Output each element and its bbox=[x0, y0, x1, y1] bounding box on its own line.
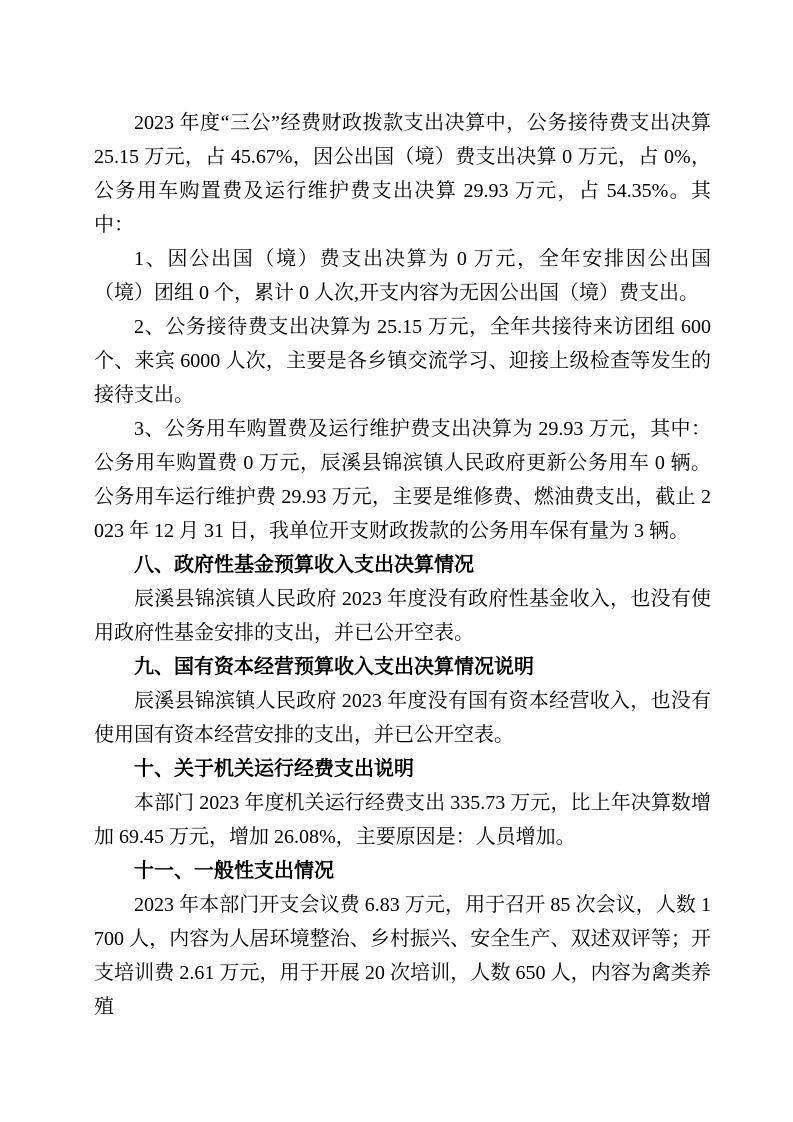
section-heading: 八、政府性基金预算收入支出决算情况 bbox=[134, 554, 474, 576]
section-heading: 十、关于机关运行经费支出说明 bbox=[134, 758, 414, 780]
body-paragraph: 2023 年度“三公”经费财政拨款支出决算中，公务接待费支出决算 25.15 万元，占 45.67%，因公出国（境）费支出决算 0 万元，占 0%，公务用车购置费及运行维护费支出决算 29.93 万元，占 54.35%。其中： bbox=[94, 112, 711, 236]
body-paragraph: 2、公务接待费支出决算为 25.15 万元，全年共接待来访团组 600 个、来宾 6000 人次，主要是各乡镇交流学习、迎接上级检查等发生的接待支出。 bbox=[94, 316, 711, 406]
section-heading: 九、国有资本经营预算收入支出决算情况说明 bbox=[134, 656, 534, 678]
body-paragraph: 1、因公出国（境）费支出决算为 0 万元，全年安排因公出国（境）团组 0 个，累计 0 人次,开支内容为无因公出国（境）费支出。 bbox=[94, 248, 711, 304]
body-paragraph: 2023 年本部门开支会议费 6.83 万元，用于召开 85 次会议，人数 1700 人，内容为人居环境整治、乡村振兴、安全生产、双述双评等；开支培训费 2.61 万元，用于开展 20 次培训，人数 650 人，内容为禽类养殖 bbox=[94, 894, 711, 1018]
document-content bbox=[94, 106, 711, 1024]
body-paragraph: 辰溪县锦滨镇人民政府 2023 年度没有国有资本经营收入，也没有使用国有资本经营安排的支出，并已公开空表。 bbox=[94, 690, 711, 746]
section-heading: 十一、一般性支出情况 bbox=[134, 860, 334, 882]
body-paragraph: 3、公务用车购置费及运行维护费支出决算为 29.93 万元，其中：公务用车购置费 0 万元，辰溪县锦滨镇人民政府更新公务用车 0 辆。公务用车运行维护费 29.93 万元，主要是维修费、燃油费支出，截止 2023 年 12 月 31 日，我单位开支财政拨款的公务用车保有量为 3 辆。 bbox=[94, 418, 711, 542]
body-paragraph: 辰溪县锦滨镇人民政府 2023 年度没有政府性基金收入，也没有使用政府性基金安排的支出，并已公开空表。 bbox=[94, 588, 711, 644]
body-paragraph: 本部门 2023 年度机关运行经费支出 335.73 万元，比上年决算数增加 69.45 万元，增加 26.08%，主要原因是：人员增加。 bbox=[94, 792, 711, 848]
